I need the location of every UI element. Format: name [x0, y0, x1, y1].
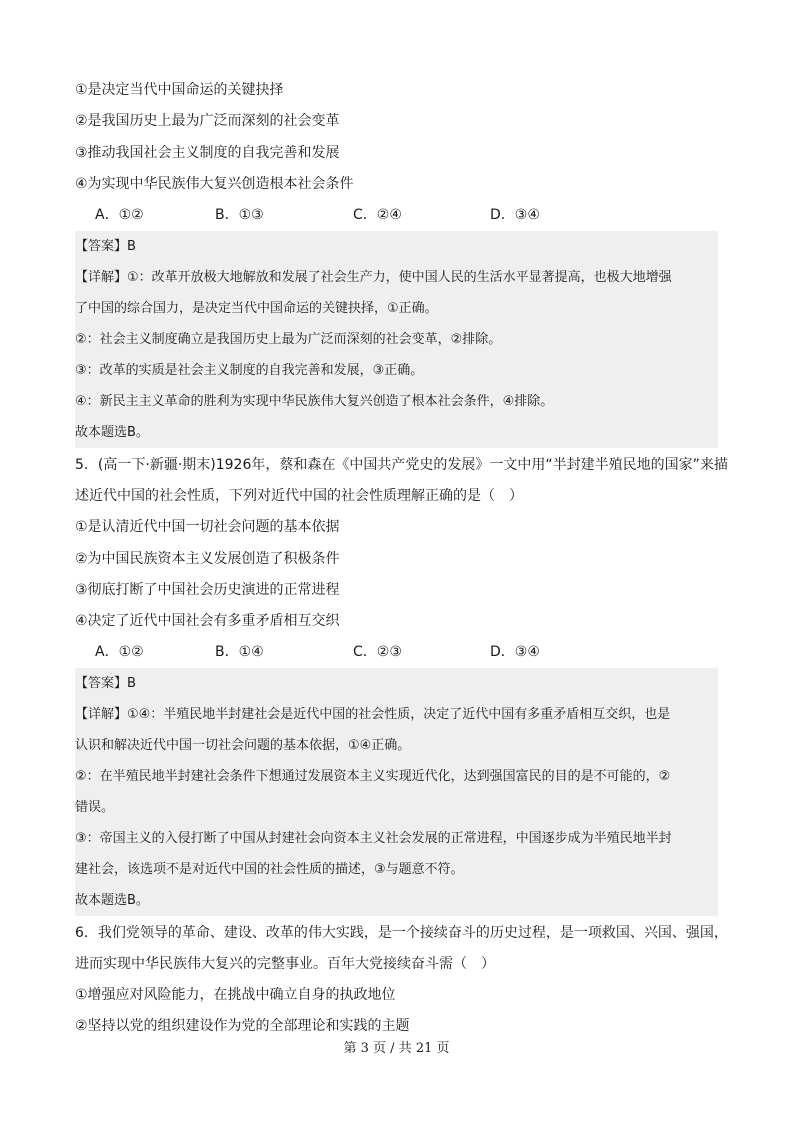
q5-statement-4: ④决定了近代中国社会有多重矛盾相互交织: [75, 613, 340, 629]
q6-statement-1: ①增强应对风险能力，在挑战中确立自身的执政地位: [75, 987, 396, 1003]
q5-option-c: C．②③: [353, 644, 402, 660]
q5-statement-2: ②为中国民族资本主义发展创造了积极条件: [75, 551, 340, 567]
q4-answer: 【答案】B: [75, 231, 718, 262]
q4-explanation-2: 了中国的综合国力，是决定当代中国命运的关键抉择，①正确。: [75, 293, 718, 324]
q5-explanation-1: 【详解】①④：半殖民地半封建社会是近代中国的社会性质，决定了近代中国有多重矛盾相互交织，也是: [75, 699, 718, 730]
q5-options: [75, 637, 718, 668]
q4-options: [75, 200, 718, 231]
q6-stem-1: 6．我们党领导的革命、建设、改革的伟大实践，是一个接续奋斗的历史过程，是一项救国、兴国、强国，: [75, 925, 728, 941]
q6-statement-2: ②坚持以党的组织建设作为党的全部理论和实践的主题: [75, 1018, 410, 1034]
q5-statement-3: ③彻底打断了中国社会历史演进的正常进程: [75, 582, 340, 598]
q5-stem-1: 5．(高一下·新疆·期末)1926年，蔡和森在《中国共产党史的发展》一文中用“半封建半殖民地的国家”来描: [75, 457, 728, 473]
q5-explanation-5: ③：帝国主义的入侵打断了中国从封建社会向资本主义社会发展的正常进程，中国逐步成为半殖民地半封: [75, 823, 718, 854]
q5-explanation-4: 错误。: [75, 792, 718, 823]
q4-option-b: B．①③: [215, 207, 264, 223]
q5-explanation-3: ②：在半殖民地半封建社会条件下想通过发展资本主义实现近代化，达到强国富民的目的是不可能的，②: [75, 761, 718, 792]
q4-option-d: D．③④: [490, 207, 540, 223]
q5-option-d: D．③④: [490, 644, 540, 660]
q5-answer: 【答案】B: [75, 668, 718, 699]
q5-conclusion: 故本题选B。: [75, 885, 718, 916]
q4-statement-3: ③推动我国社会主义制度的自我完善和发展: [75, 145, 340, 161]
q4-statement-2: ②是我国历史上最为广泛而深刻的社会变革: [75, 113, 340, 129]
q4-explanation-4: ③：改革的实质是社会主义制度的自我完善和发展，③正确。: [75, 355, 718, 386]
q4-statement-1: ①是决定当代中国命运的关键抉择: [75, 82, 284, 98]
q4-explanation-1: 【详解】①：改革开放极大地解放和发展了社会生产力，使中国人民的生活水平显著提高，也极大地增强: [75, 262, 718, 293]
q5-option-a: A．①②: [95, 644, 144, 660]
q5-option-b: B．①④: [215, 644, 264, 660]
q4-statement-4: ④为实现中华民族伟大复兴创造根本社会条件: [75, 176, 354, 192]
q6-stem-2: 进而实现中华民族伟大复兴的完整事业。百年大党接续奋斗需（ ）: [75, 956, 495, 972]
q5-statement-1: ①是认清近代中国一切社会问题的基本依据: [75, 519, 340, 535]
q4-explanation-3: ②：社会主义制度确立是我国历史上最为广泛而深刻的社会变革，②排除。: [75, 324, 718, 355]
q4-option-c: C．②④: [353, 207, 402, 223]
q4-explanation-5: ④：新民主主义革命的胜利为实现中华民族伟大复兴创造了根本社会条件，④排除。: [75, 386, 718, 417]
q4-option-a: A．①②: [95, 207, 144, 223]
q5-explanation-2: 认识和解决近代中国一切社会问题的基本依据，①④正确。: [75, 730, 718, 761]
q5-stem-2: 述近代中国的社会性质，下列对近代中国的社会性质理解正确的是（ ）: [75, 488, 523, 504]
q5-explanation-6: 建社会，该选项不是对近代中国的社会性质的描述，③与题意不符。: [75, 854, 718, 885]
page-footer: 第 3 页 / 共 21 页: [343, 1041, 450, 1056]
q4-conclusion: 故本题选B。: [75, 417, 718, 448]
